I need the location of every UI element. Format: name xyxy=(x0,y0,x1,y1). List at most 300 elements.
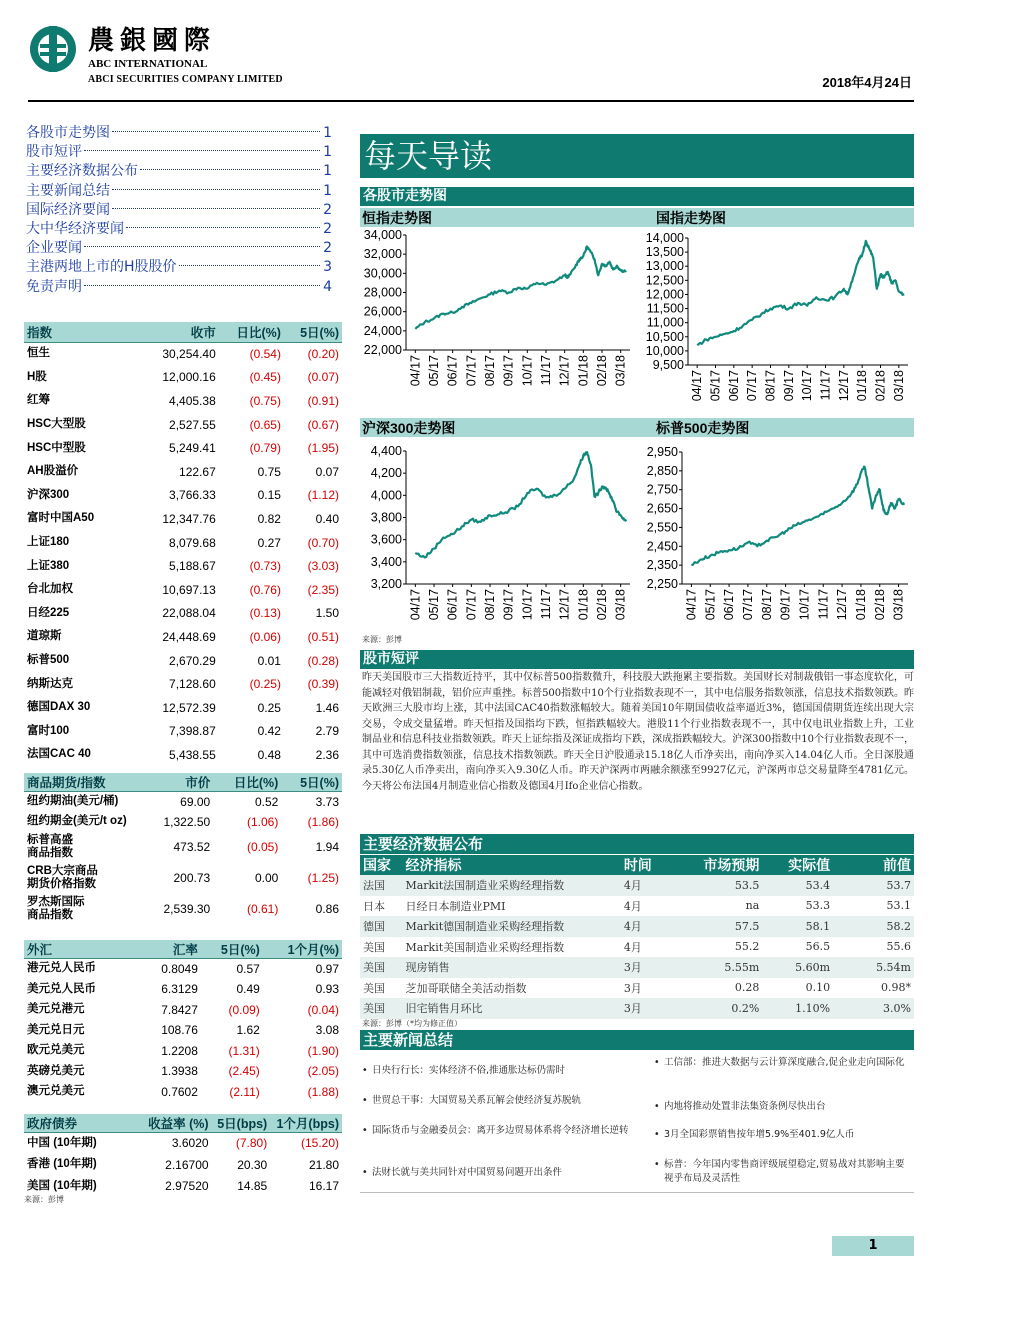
row-label: 美元兑港元 xyxy=(24,1000,142,1021)
toc-item[interactable] xyxy=(26,162,332,181)
table-row xyxy=(24,460,342,484)
toc-item-page: 2 xyxy=(323,240,332,257)
y-tick-label: 4,400 xyxy=(370,444,402,458)
y-tick-label: 12,000 xyxy=(645,287,684,302)
row-value: (1.86) xyxy=(281,812,342,832)
y-tick-label: 30,000 xyxy=(363,266,402,281)
x-tick-label: 11/17 xyxy=(816,589,831,620)
row-label: 法国CAC 40 xyxy=(24,743,142,767)
econ-cell: 4月 xyxy=(623,940,642,954)
row-value: 14.85 xyxy=(212,1176,271,1198)
row-value: (0.09) xyxy=(201,1000,263,1021)
x-tick-label: 02/18 xyxy=(595,589,609,621)
row-value: (2.35) xyxy=(284,578,342,602)
x-tick-label: 11/17 xyxy=(818,370,833,401)
row-label: 日经225 xyxy=(24,602,142,626)
logo-english-name: ABC INTERNATIONAL xyxy=(88,58,208,70)
toc-item[interactable] xyxy=(26,220,332,239)
toc-item-page: 1 xyxy=(323,182,332,199)
econ-cell: 3.0% xyxy=(833,998,914,1019)
row-value: (1.31) xyxy=(201,1041,263,1062)
econ-cell: 3月 xyxy=(623,981,642,995)
row-label: 德国DAX 30 xyxy=(24,696,142,720)
x-tick-label: 08/17 xyxy=(483,589,497,621)
row-value: (0.25) xyxy=(219,672,284,696)
news-item xyxy=(362,1166,646,1180)
row-value: 473.52 xyxy=(142,832,213,863)
table-row xyxy=(24,366,342,390)
bullet-icon: • xyxy=(362,1125,368,1136)
news-item-text: 3月全国彩票销售按年增5.9%至401.9亿人币 xyxy=(664,1129,855,1140)
y-tick-label: 10,500 xyxy=(645,329,684,344)
y-tick-label: 13,500 xyxy=(645,245,684,260)
table-header-cell: 5日(%) xyxy=(281,773,342,792)
econ-cell: 旧宅销售月环比 xyxy=(402,998,620,1019)
row-value: (0.20) xyxy=(284,342,342,366)
hsi-chart xyxy=(360,208,650,414)
table-header-cell: 汇率 xyxy=(142,940,201,959)
x-tick-label: 04/17 xyxy=(408,589,423,621)
news-item xyxy=(654,1128,914,1142)
row-value: (7.80) xyxy=(212,1133,271,1155)
abc-logo-icon xyxy=(28,24,78,74)
toc-item[interactable] xyxy=(26,124,332,143)
econ-cell: 1.10% xyxy=(762,998,833,1019)
row-label: 香港 (10年期) xyxy=(24,1154,142,1176)
toc-item[interactable] xyxy=(26,182,332,201)
row-value: (15.20) xyxy=(270,1133,342,1155)
row-value: 24,448.69 xyxy=(142,625,219,649)
econ-cell: 57.5 xyxy=(683,916,762,937)
row-value: 3.08 xyxy=(263,1020,342,1041)
news-summary-title: 主要新闻总结 xyxy=(360,1030,914,1050)
econ-cell: 日经日本制造业PMI xyxy=(405,899,506,913)
row-value: 200.73 xyxy=(142,863,213,894)
row-label: 纽约期金(美元/t oz) xyxy=(24,812,142,832)
row-value: 3.73 xyxy=(281,792,342,812)
table-header-cell: 5日(%) xyxy=(201,940,263,959)
news-item xyxy=(362,1094,646,1108)
row-value: 0.42 xyxy=(219,720,284,744)
x-tick-label: 10/17 xyxy=(520,355,535,387)
bullet-icon: • xyxy=(654,1101,660,1112)
table-header-cell: 1个月(bps) xyxy=(270,1114,342,1133)
x-tick-label: 02/18 xyxy=(872,589,887,621)
row-value: 0.25 xyxy=(219,696,284,720)
bullet-icon: • xyxy=(654,1159,660,1170)
row-value: (0.70) xyxy=(284,531,342,555)
x-tick-label: 02/18 xyxy=(873,370,888,402)
chart-title: 国指走势图 xyxy=(656,210,726,226)
row-value: (3.03) xyxy=(284,554,342,578)
row-value: 5,438.55 xyxy=(142,743,219,767)
table-row xyxy=(24,863,342,894)
x-tick-label: 09/17 xyxy=(781,370,796,402)
news-item-text: 国际货币与金融委员会：离开多边贸易体系将令经济增长逆转 xyxy=(372,1125,629,1136)
y-tick-label: 3,400 xyxy=(370,554,402,569)
econ-cell: 4月 xyxy=(623,899,642,913)
row-value: (0.39) xyxy=(284,672,342,696)
y-tick-label: 2,850 xyxy=(646,463,678,478)
row-value: 5,249.41 xyxy=(142,436,219,460)
x-tick-label: 12/17 xyxy=(835,589,850,621)
table-row xyxy=(24,894,342,925)
row-label: 恒生 xyxy=(24,342,142,366)
series-line xyxy=(415,247,626,329)
y-tick-label: 2,650 xyxy=(646,501,678,516)
news-item-text: 法财长就与美共同针对中国贸易问题开出条件 xyxy=(372,1167,563,1178)
x-tick-label: 04/17 xyxy=(684,589,699,621)
row-value: 10,697.13 xyxy=(142,578,219,602)
table-row xyxy=(24,1061,342,1082)
logo-chinese-name: 農銀國際 xyxy=(88,26,217,56)
x-tick-label: 03/18 xyxy=(891,370,906,402)
row-value: 1.2208 xyxy=(142,1041,201,1062)
table-row xyxy=(24,1176,342,1198)
x-tick-label: 01/18 xyxy=(576,355,591,387)
y-tick-label: 9,500 xyxy=(652,358,684,372)
econ-row xyxy=(360,957,914,978)
y-tick-label: 4,000 xyxy=(370,488,402,503)
x-tick-label: 05/17 xyxy=(427,355,441,387)
table-row xyxy=(24,743,342,767)
table-header-cell: 日比(%) xyxy=(219,322,284,342)
x-tick-label: 06/17 xyxy=(445,589,460,621)
x-tick-label: 03/18 xyxy=(891,589,906,621)
news-item xyxy=(362,1124,646,1138)
row-label: 红筹 xyxy=(24,389,142,413)
econ-cell: 5.60m xyxy=(762,957,833,978)
econ-cell: 0.10 xyxy=(805,981,831,995)
row-value: (1.90) xyxy=(263,1041,342,1062)
row-value: 0.7602 xyxy=(142,1082,201,1103)
row-value: (1.06) xyxy=(213,812,281,832)
y-tick-label: 14,000 xyxy=(645,231,684,245)
x-tick-label: 08/17 xyxy=(483,355,497,387)
row-label: 富时100 xyxy=(24,720,142,744)
row-value: 30,254.40 xyxy=(142,342,219,366)
table-row xyxy=(24,792,342,812)
row-value: 1,322.50 xyxy=(142,812,213,832)
toc-item-label: 国际经济要闻 xyxy=(26,201,110,218)
toc-dot-leader xyxy=(112,189,320,190)
logo-company-name: ABCI SECURITIES COMPANY LIMITED xyxy=(88,74,283,85)
toc-item[interactable] xyxy=(26,258,332,277)
row-label: 富时中国A50 xyxy=(24,507,142,531)
econ-data-table xyxy=(360,855,914,1019)
chart-title: 标普500走势图 xyxy=(656,420,750,436)
econ-cell: 德国 xyxy=(360,916,402,937)
econ-cell: Markit德国制造业采购经理指数 xyxy=(402,916,620,937)
row-value: (1.88) xyxy=(263,1082,342,1103)
toc-item-label: 企业要闻 xyxy=(26,240,82,257)
x-tick-label: 11/17 xyxy=(539,589,553,620)
x-tick-label: 10/17 xyxy=(797,589,812,621)
econ-row xyxy=(360,916,914,937)
x-tick-label: 03/18 xyxy=(613,355,628,387)
table-row xyxy=(24,1154,342,1176)
row-value: 0.93 xyxy=(263,979,342,1000)
toc-item-label: 主要新闻总结 xyxy=(26,182,110,199)
econ-cell: Markit法国制造业采购经理指数 xyxy=(402,875,620,896)
econ-cell: 日本 xyxy=(363,899,385,913)
econ-cell: 55.2 xyxy=(734,940,760,954)
row-label: 美国 (10年期) xyxy=(24,1176,142,1198)
row-label: 纳斯达克 xyxy=(24,672,142,696)
table-row xyxy=(24,832,342,863)
row-label: 罗杰斯国际 商品指数 xyxy=(24,894,142,925)
hscei-chart xyxy=(645,208,914,414)
row-value: (0.73) xyxy=(219,554,284,578)
bullet-icon: • xyxy=(654,1129,660,1140)
row-value: (0.13) xyxy=(219,602,284,626)
table-row xyxy=(24,554,342,578)
econ-row xyxy=(360,875,914,896)
row-value: (0.91) xyxy=(284,389,342,413)
row-value: (0.51) xyxy=(284,625,342,649)
table-row xyxy=(24,1133,342,1155)
row-value: 7,128.60 xyxy=(142,672,219,696)
toc-item-page: 3 xyxy=(323,259,332,276)
toc-dot-leader xyxy=(84,285,320,286)
row-value: (0.05) xyxy=(213,832,281,863)
row-value: 0.01 xyxy=(219,649,284,673)
company-logo-text xyxy=(88,26,283,85)
econ-row xyxy=(360,896,914,917)
table-row xyxy=(24,413,342,437)
toc-item-page: 2 xyxy=(323,201,332,218)
chart-source-note: 来源：彭博 xyxy=(362,635,402,644)
row-value: 12,000.16 xyxy=(142,366,219,390)
bonds-table xyxy=(24,1114,342,1198)
y-tick-label: 24,000 xyxy=(363,323,402,338)
row-value: 2.36 xyxy=(284,743,342,767)
toc-item[interactable] xyxy=(26,239,332,258)
y-tick-label: 13,000 xyxy=(645,259,684,274)
econ-cell: 美国 xyxy=(360,957,402,978)
x-tick-label: 05/17 xyxy=(427,589,441,621)
table-row xyxy=(24,696,342,720)
x-tick-label: 08/17 xyxy=(759,589,774,621)
y-tick-label: 10,000 xyxy=(645,343,684,358)
row-value: 2,527.55 xyxy=(142,413,219,437)
row-value: (1.12) xyxy=(284,484,342,508)
table-header-cell: 1个月(%) xyxy=(263,940,342,959)
table-row xyxy=(24,959,342,980)
table-row xyxy=(24,531,342,555)
x-tick-label: 07/17 xyxy=(464,589,479,621)
y-tick-label: 26,000 xyxy=(363,304,402,319)
x-tick-label: 12/17 xyxy=(557,355,572,387)
indices-table xyxy=(24,322,342,767)
table-row xyxy=(24,672,342,696)
row-value: 16.17 xyxy=(270,1176,342,1198)
table-row xyxy=(24,1082,342,1103)
row-label: 港元兑人民币 xyxy=(24,959,142,980)
x-tick-label: 07/17 xyxy=(740,589,755,621)
x-tick-label: 05/17 xyxy=(703,589,718,621)
row-label: 台北加权 xyxy=(24,578,142,602)
row-value: 0.15 xyxy=(219,484,284,508)
row-value: (1.25) xyxy=(281,863,342,894)
toc-item[interactable] xyxy=(26,278,332,297)
econ-cell: 芝加哥联储全美活动指数 xyxy=(405,981,527,995)
x-tick-label: 03/18 xyxy=(613,589,628,621)
x-tick-label: 04/17 xyxy=(408,355,423,387)
x-tick-label: 07/17 xyxy=(464,355,479,387)
toc-dot-leader xyxy=(179,265,320,266)
row-value: (0.67) xyxy=(284,413,342,437)
toc-item-label: 主港两地上市的H股股价 xyxy=(26,259,177,276)
bullet-icon: • xyxy=(362,1095,368,1106)
econ-cell: 法国 xyxy=(360,875,402,896)
table-row xyxy=(24,1041,342,1062)
row-value: 2,670.29 xyxy=(142,649,219,673)
news-item-text: 世贸总干事：大国贸易关系瓦解会使经济复苏脱轨 xyxy=(372,1095,582,1106)
x-tick-label: 04/17 xyxy=(690,370,705,402)
row-value: 5,188.67 xyxy=(142,554,219,578)
table-header-cell: 外汇 xyxy=(24,940,142,959)
row-value: (0.45) xyxy=(219,366,284,390)
x-tick-label: 12/17 xyxy=(557,589,572,621)
y-tick-label: 3,800 xyxy=(370,510,402,525)
toc-item-label: 股市短评 xyxy=(26,144,82,161)
row-value: 0.82 xyxy=(219,507,284,531)
econ-cell: 53.5 xyxy=(683,875,762,896)
table-header-cell: 收市 xyxy=(142,322,219,342)
row-value: 1.46 xyxy=(284,696,342,720)
x-tick-label: 10/17 xyxy=(520,589,535,621)
x-tick-label: 11/17 xyxy=(539,355,553,386)
market-brief-text: 昨天美国股市三大指数近持平，其中仅标普500指数微升，科技股大跌拖累主要指数。美国财长对制裁俄铝一事态度软化，可能减轻对俄铝制裁，铝价应声重挫。标普500指数中10个行业指数表现不一，其中电信服务指数领涨，信息技术指数领跌。昨天欧洲三大股市均上涨，其中法国CAC40指数涨幅较大。随着美国10年期国债收益率逼近3%，德国国债期货连续出现大宗交易，令成交量猛增。昨天恒指及国指均下跌，恒指跌幅较大。港股11个行业指数表现不一，其中仅电讯业指数上升，工业制品业和信息科技业指数领跌。昨天上证综指及深证成指均下跌，深成指跌幅较大。沪深300指数中10个行业指数表现不一，其中可选消费指数领涨，信息技术指数领跌。昨天全日沪股通录15.18亿人币净卖出，南向净买入14.04亿人币。全日深股通录5.30亿人币净卖出，南向净买入9.30亿人币。昨天沪深两市两融余额涨至9927亿元，沪深两市总交易量降至4781亿元。今天将公布法国4月制造业信心指数及德国4月Ifo企业信心指数。 xyxy=(362,672,914,792)
x-tick-label: 12/17 xyxy=(836,370,851,402)
row-value: 0.97 xyxy=(263,959,342,980)
toc-dot-leader xyxy=(112,131,320,132)
econ-cell: 5.54m xyxy=(833,957,914,978)
row-label: CRB大宗商品 期货价格指数 xyxy=(24,863,142,894)
table-row xyxy=(24,436,342,460)
row-value: 0.07 xyxy=(284,460,342,484)
series-line xyxy=(691,467,904,566)
news-item xyxy=(362,1064,646,1078)
table-header-cell: 指数 xyxy=(24,322,142,342)
row-value: 2.16700 xyxy=(142,1154,212,1176)
econ-cell: 58.1 xyxy=(762,916,833,937)
row-value: 0.57 xyxy=(201,959,263,980)
toc-item-label: 免责声明 xyxy=(26,278,82,295)
row-label: 纽约期油(美元/桶) xyxy=(24,792,142,812)
toc-item[interactable] xyxy=(26,201,332,220)
row-value: (2.45) xyxy=(201,1061,263,1082)
toc-item-label: 大中华经济要闻 xyxy=(26,221,124,238)
econ-header-cell: 市场预期 xyxy=(683,855,762,875)
row-label: 标普500 xyxy=(24,649,142,673)
table-row xyxy=(24,484,342,508)
row-value: 0.48 xyxy=(219,743,284,767)
econ-cell: 3月 xyxy=(621,998,684,1019)
row-value: 0.8049 xyxy=(142,959,201,980)
table-row xyxy=(24,979,342,1000)
toc-item-page: 1 xyxy=(323,125,332,142)
left-source-note: 来源：彭博 xyxy=(24,1195,64,1204)
y-tick-label: 11,000 xyxy=(646,315,684,330)
table-row xyxy=(24,1000,342,1021)
x-tick-label: 01/18 xyxy=(855,370,870,402)
y-tick-label: 34,000 xyxy=(363,228,402,242)
row-label: 欧元兑美元 xyxy=(24,1041,142,1062)
fx-table xyxy=(24,940,342,1103)
row-label: 美元兑日元 xyxy=(24,1020,142,1041)
econ-header-cell: 国家 xyxy=(360,855,402,875)
row-value: (0.54) xyxy=(219,342,284,366)
y-tick-label: 2,950 xyxy=(646,445,678,459)
row-label: H股 xyxy=(24,366,142,390)
row-value: 0.40 xyxy=(284,507,342,531)
row-value: 1.94 xyxy=(281,832,342,863)
chart-title: 沪深300走势图 xyxy=(362,420,456,436)
row-label: 中国 (10年期) xyxy=(24,1133,142,1155)
row-value: 0.52 xyxy=(213,792,281,812)
row-value: 1.50 xyxy=(284,602,342,626)
x-tick-label: 07/17 xyxy=(745,370,760,402)
row-value: 6.3129 xyxy=(142,979,201,1000)
row-value: 122.67 xyxy=(142,460,219,484)
econ-cell: na xyxy=(745,899,760,913)
row-value: 3,766.33 xyxy=(142,484,219,508)
report-date: 2018年4月24日 xyxy=(822,75,912,90)
row-label: 道琼斯 xyxy=(24,625,142,649)
row-value: (0.06) xyxy=(219,625,284,649)
econ-header-cell: 时间 xyxy=(621,855,684,875)
series-line xyxy=(697,241,904,345)
x-tick-label: 01/18 xyxy=(576,589,591,621)
row-value: 0.86 xyxy=(281,894,342,925)
row-value: (0.79) xyxy=(219,436,284,460)
toc-dot-leader xyxy=(112,208,320,209)
x-tick-label: 02/18 xyxy=(595,355,609,387)
econ-cell: 53.7 xyxy=(833,875,914,896)
row-label: 上证180 xyxy=(24,531,142,555)
row-label: 沪深300 xyxy=(24,484,142,508)
news-item xyxy=(654,1158,914,1186)
news-item xyxy=(654,1056,914,1070)
news-item xyxy=(654,1100,914,1114)
econ-row xyxy=(360,937,914,958)
table-row xyxy=(24,720,342,744)
econ-cell: 0.2% xyxy=(683,998,762,1019)
x-tick-label: 06/17 xyxy=(445,355,460,387)
x-tick-label: 05/17 xyxy=(708,370,723,402)
row-value: 2,539.30 xyxy=(142,894,213,925)
toc-item[interactable] xyxy=(26,143,332,162)
table-row xyxy=(24,507,342,531)
econ-source-note: 来源：彭博（*均为修正值） xyxy=(362,1019,462,1028)
commodities-table xyxy=(24,773,342,925)
row-value: (0.28) xyxy=(284,649,342,673)
row-value: 0.49 xyxy=(201,979,263,1000)
table-row xyxy=(24,602,342,626)
y-tick-label: 32,000 xyxy=(363,247,402,262)
row-value: 22,088.04 xyxy=(142,602,219,626)
row-value: 0.75 xyxy=(219,460,284,484)
news-item-text: 工信部：推进大数据与云计算深度融合,促企业走向国际化 xyxy=(664,1057,905,1068)
row-value: (2.11) xyxy=(201,1082,263,1103)
toc-item-label: 各股市走势图 xyxy=(26,125,110,142)
y-tick-label: 2,550 xyxy=(646,520,678,535)
row-value: 1.3938 xyxy=(142,1061,201,1082)
x-tick-label: 06/17 xyxy=(722,589,737,621)
bullet-icon: • xyxy=(654,1057,660,1068)
